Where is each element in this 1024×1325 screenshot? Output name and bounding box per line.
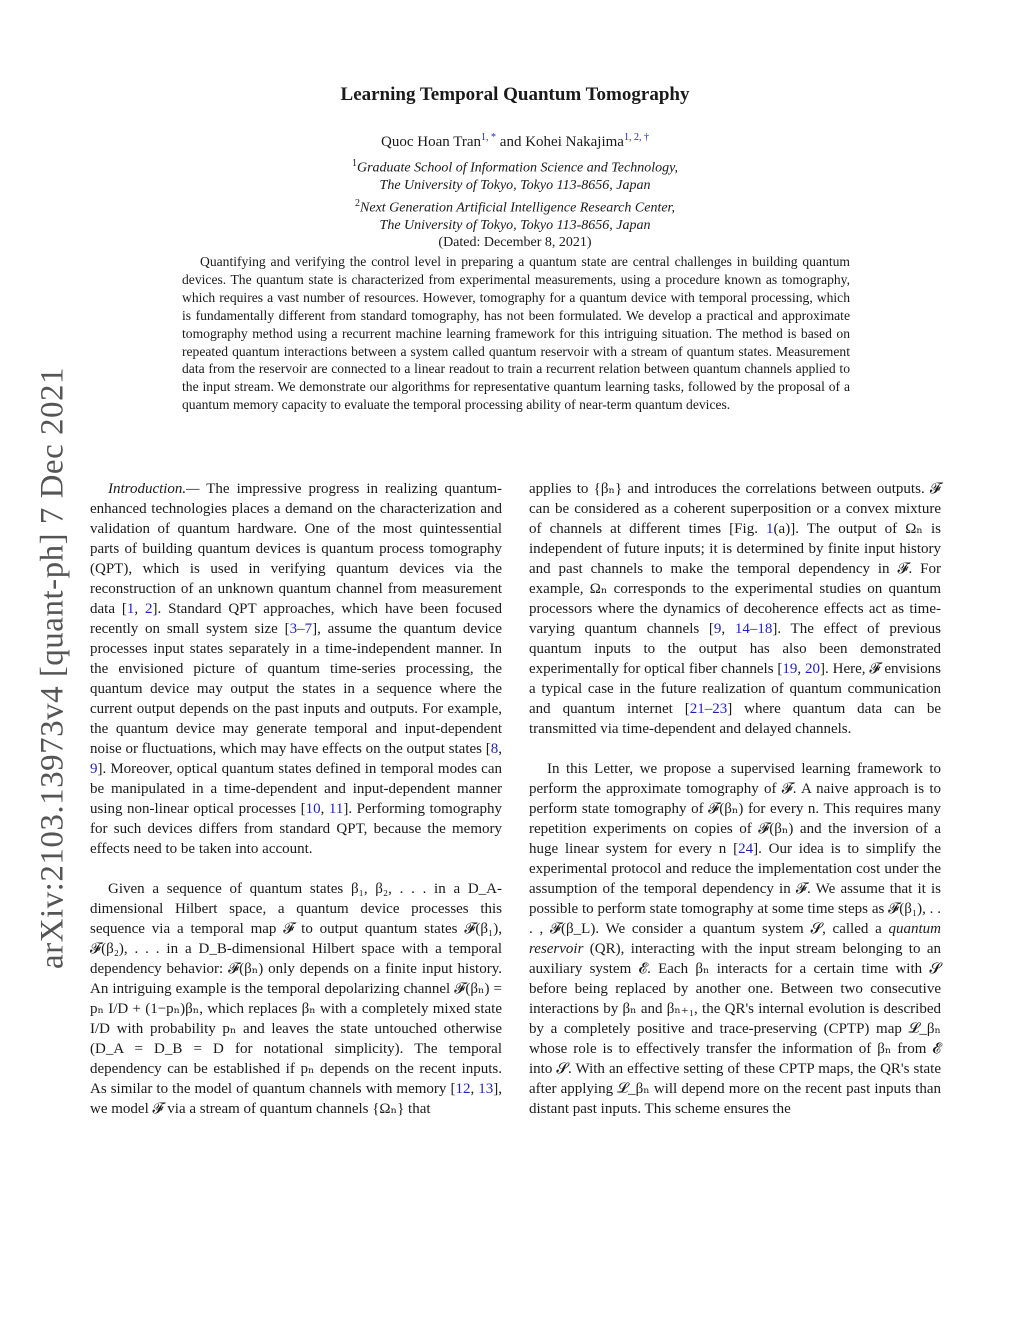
citation-link[interactable]: 1 bbox=[126, 601, 135, 617]
citation-link[interactable]: 10 bbox=[305, 801, 321, 817]
citation-link[interactable]: 13 bbox=[478, 1081, 494, 1097]
paper-title: Learning Temporal Quantum Tomography bbox=[340, 84, 690, 105]
citation-link[interactable]: 21–23 bbox=[689, 701, 728, 717]
author-name: Kohei Nakajima bbox=[525, 134, 624, 150]
citation-link[interactable]: 8 bbox=[490, 741, 499, 757]
citation-link[interactable]: 9 bbox=[713, 621, 722, 637]
arxiv-identifier: arXiv:2103.13973v4 [quant-ph] 7 Dec 2021 bbox=[34, 367, 71, 969]
affiliation-line: Next Generation Artificial Intelligence Research Center, bbox=[360, 200, 675, 216]
paragraph: In this Letter, we propose a supervised learning framework to perform the approximate tomography of 𝓕. A naive approach is to perform state tomography of 𝓕(βₙ) for every n. This requires many repetition experiments on copies of 𝓕(βₙ) and the inversion of a huge linear system for every n [24]. Our idea is to simplify the experimental protocol and reduce the implementation cost under the assumption of the temporal dependency in 𝓕. We assume that it is possible to perform state tomography at some time steps as 𝓕(β₁), . . . , 𝓕(β_L). We consider a quantum system 𝓢, called a quantum reservoir (QR), interacting with the input stream belonging to an auxiliary system 𝓔. Each βₙ interacts for a certain time with 𝓢 before being replaced by another one. Between two consecutive interactions by βₙ and βₙ₊₁, the QR's internal evolution is described by a completely positive and trace-preserving (CPTP) map 𝓛_βₙ whose role is to effectively transfer the information of βₙ from 𝓔 into 𝓢. With an effective setting of these CPTP maps, the QR's state after applying 𝓛_βₙ will depend more on the recent past inputs than distant past inputs. This scheme ensures the bbox=[529, 761, 941, 1117]
author-affiliation-mark[interactable]: 1, 2, † bbox=[623, 132, 649, 143]
citation-link[interactable]: 3–7 bbox=[289, 621, 313, 637]
date-line: (Dated: December 8, 2021) bbox=[438, 235, 592, 251]
paper-header bbox=[180, 84, 850, 252]
left-column bbox=[90, 479, 502, 1119]
author-name: Quoc Hoan Tran bbox=[381, 134, 482, 150]
paragraph: applies to {βₙ} and introduces the correlations between outputs. 𝓕 can be considered as a coherent superposition or a convex mixture of channels at different times [Fig. 1(a)]. The output of Ωₙ is independent of future inputs; it is determined by finite input history and past channels to make the temporal dependency in 𝓕. For example, Ωₙ corresponds to the experimental studies on quantum processors where the dynamics of decoherence effects act as time-varying quantum channels [9, 14–18]. The effect of previous quantum inputs to the output has also been demonstrated experimentally for optical fiber channels [19, 20]. Here, 𝓕 envisions a typical case in the future realization of quantum communication and quantum internet [21–23] where quantum data can be transmitted via time-dependent and delayed channels. bbox=[529, 481, 942, 737]
right-column bbox=[529, 479, 941, 1119]
citation-link[interactable]: 20 bbox=[805, 661, 821, 677]
arxiv-sidebar-stamp bbox=[28, 348, 78, 988]
citation-link[interactable]: 2 bbox=[145, 601, 153, 617]
paragraph: Given a sequence of quantum states β₁, β₂, . . . in a D_A-dimensional Hilbert space, a quantum device processes this sequence via a temporal map 𝓕 to output quantum states 𝓕(β₁), 𝓕(β₂), . . . in a D_B-dimensional Hilbert space with a temporal dependency behavior: 𝓕(βₙ) only depends on a finite input history. An intriguing example is the temporal depolarizing channel 𝓕(βₙ) = pₙ I/D + (1−pₙ)βₙ, which replaces βₙ with a completely mixed state I/D with probability pₙ and leaves the state untouched otherwise (D_A = D_B = D for notational simplicity). The temporal dependency can be established if pₙ depends on the recent inputs. As similar to the model of quantum channels with memory [12, 13], we model 𝓕 via a stream of quantum channels {Ωₙ} that bbox=[90, 881, 503, 1117]
paragraph: Introduction.— The impressive progress in realizing quantum-enhanced technologies places a demand on the characterization and validation of quantum hardware. One of the most quintessential parts of building quantum devices is quantum process tomography (QPT), which is used in verifying quantum devices via the reconstruction of an unknown quantum channel from measurement data [1, 2]. Standard QPT approaches, which have been focused recently on small system size [3–7], assume the quantum device processes input states separately in a time-independent manner. In the envisioned picture of quantum time-series processing, the quantum device may output the states in a sequence where the current output depends on the past inputs and outputs. For example, the quantum device may generate temporal and input-dependent noise or fluctuations, which may have effects on the output states [8, 9]. Moreover, optical quantum states defined in temporal modes can be manipulated in a time-dependent and input-dependent manner using non-linear optical processes [10, 11]. Performing tomography for such devices differs from standard QPT, because the memory effects need to be taken into account. bbox=[90, 481, 502, 857]
citation-link[interactable]: 9 bbox=[90, 761, 98, 777]
affiliation-number: 2 bbox=[355, 197, 361, 209]
citation-link[interactable]: 24 bbox=[738, 841, 754, 857]
citation-link[interactable]: 14–18 bbox=[734, 621, 773, 637]
author-separator: and bbox=[496, 134, 526, 150]
affiliation-2 bbox=[180, 195, 850, 235]
affiliation-line: Graduate School of Information Science and Technology, bbox=[356, 160, 679, 176]
affiliation-line: The University of Tokyo, Tokyo 113-8656, Japan bbox=[379, 178, 651, 194]
figure-link[interactable]: 1 bbox=[766, 521, 774, 537]
citation-link[interactable]: 11 bbox=[328, 801, 344, 817]
citation-link[interactable]: 12 bbox=[455, 1081, 471, 1097]
affiliation-1 bbox=[180, 155, 850, 195]
abstract: Quantifying and verifying the control level in preparing a quantum state are central challenges in building quantum devices. The quantum state is characterized from experimental measurements, using a procedure known as tomography, which requires a vast number of resources. However, tomography for a quantum device with temporal processing, which is fundamentally different from standard tomography, has not been formulated. We develop a practical and approximate tomography method using a recurrent machine learning framework for this intriguing situation. The method is based on repeated quantum interactions between a system called quantum reservoir with a stream of quantum states. Measurement data from the reservoir are connected to a linear readout to train a recurrent relation between quantum channels applied to the input stream. We demonstrate our algorithms for representative quantum learning tasks, followed by the proposal of a quantum memory capacity to evaluate the temporal processing ability of near-term quantum devices. bbox=[182, 254, 850, 413]
author-list bbox=[180, 132, 850, 151]
section-run-in-heading: Introduction.— bbox=[108, 481, 200, 497]
author-affiliation-mark[interactable]: 1, * bbox=[481, 132, 497, 143]
affiliation-line: The University of Tokyo, Tokyo 113-8656, Japan bbox=[379, 217, 651, 233]
citation-link[interactable]: 19 bbox=[782, 661, 798, 677]
emphasis: quantum reservoir bbox=[529, 921, 941, 957]
affiliation-number: 1 bbox=[351, 158, 357, 169]
